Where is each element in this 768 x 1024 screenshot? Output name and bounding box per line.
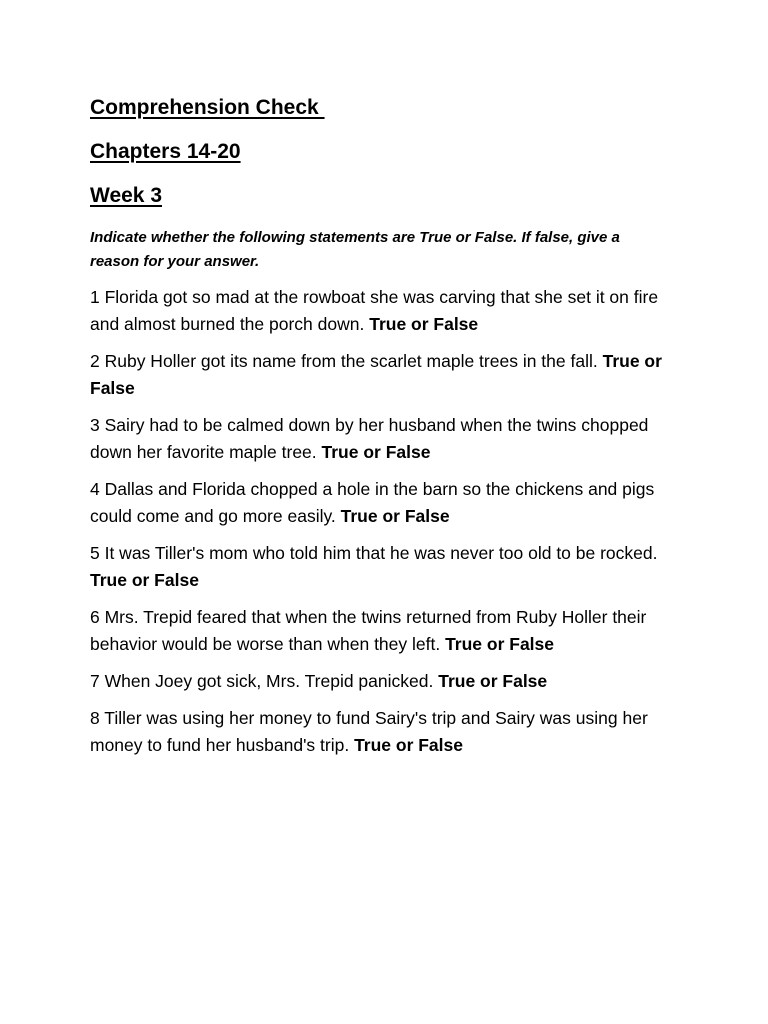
question-text: 2 Ruby Holler got its name from the scarlet maple trees in the fall. <box>90 351 603 371</box>
week-heading: Week 3 <box>90 184 162 207</box>
question-text: 3 Sairy had to be calmed down by her husband when the twins chopped down her favorite maple tree. <box>90 415 649 462</box>
question-item <box>90 705 680 759</box>
question-item <box>90 540 680 594</box>
question-text: 4 Dallas and Florida chopped a hole in the barn so the chickens and pigs could come and go more easily. <box>90 479 655 526</box>
question-text: 8 Tiller was using her money to fund Sairy's trip and Sairy was using her money to fund her husband's trip. <box>90 708 648 755</box>
true-false-label: True or False <box>354 735 463 755</box>
true-false-label: True or False <box>340 506 450 526</box>
question-text: 5 It was Tiller's mom who told him that he was never too old to be rocked. <box>90 543 658 563</box>
question-item <box>90 412 680 466</box>
true-false-label: True or False <box>438 671 548 691</box>
instructions-text: Indicate whether the following statements are True or False. If false, give a reason for your answer. <box>90 229 620 270</box>
true-false-label: True or False <box>90 351 662 398</box>
question-text: 6 Mrs. Trepid feared that when the twins returned from Ruby Holler their behavior would be worse than when they left. <box>90 607 647 654</box>
true-false-label: True or False <box>321 442 431 462</box>
question-text: 7 When Joey got sick, Mrs. Trepid panicked. <box>90 671 439 691</box>
true-false-label: True or False <box>445 634 555 654</box>
chapters-heading: Chapters 14-20 <box>90 140 241 163</box>
true-false-label: True or False <box>90 570 199 590</box>
question-item <box>90 604 680 658</box>
question-item <box>90 476 680 530</box>
question-item <box>90 284 680 338</box>
question-text: 1 Florida got so mad at the rowboat she was carving that she set it on fire and almost burned the porch down. <box>90 287 659 334</box>
title-heading: Comprehension Check <box>90 96 325 119</box>
question-item <box>90 348 680 402</box>
true-false-label: True or False <box>369 314 479 334</box>
question-item <box>90 668 680 695</box>
